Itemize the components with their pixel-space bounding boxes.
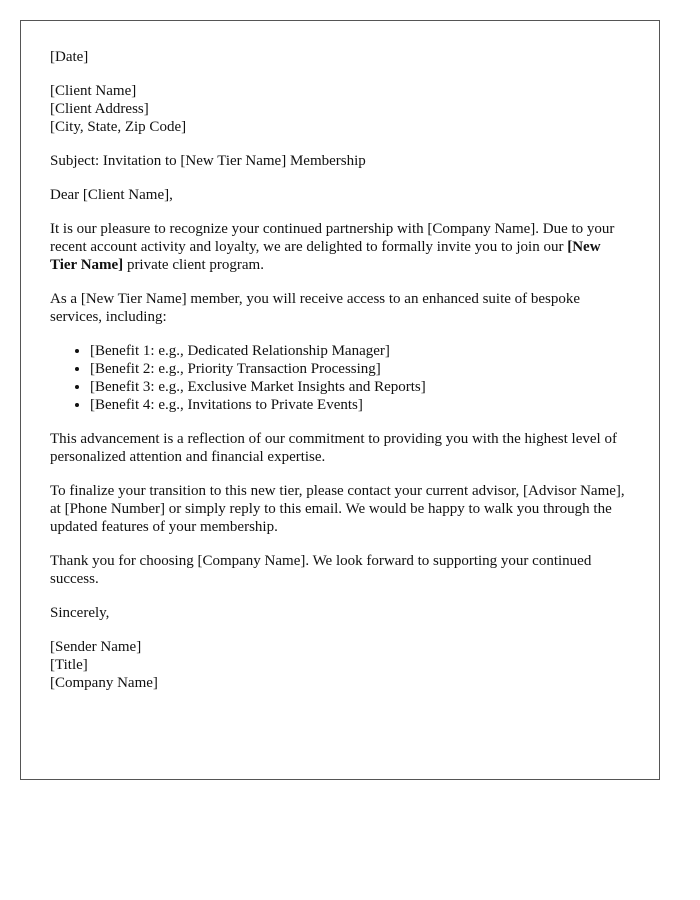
- sender-company: [Company Name]: [50, 675, 158, 691]
- sender-name: [Sender Name]: [50, 639, 142, 655]
- paragraph-1-text-end: private client program.: [123, 257, 264, 273]
- recipient-city-state-zip: [City, State, Zip Code]: [50, 119, 187, 135]
- body-paragraph-2: As a [New Tier Name] member, you will receive access to an enhanced suite of bespoke services, including:: [50, 291, 581, 325]
- body-paragraph-4: To finalize your transition to this new tier, please contact your current advisor, [Advisor Name], at [Phone Number] or simply reply to this email. We would be happy to walk you through the updated features of your membership.: [50, 483, 625, 535]
- body-paragraph-3: This advancement is a reflection of our commitment to providing you with the highest level of personalized attention and financial expertise.: [50, 431, 617, 465]
- paragraph-1-text: It is our pleasure to recognize your continued partnership with [Company Name]. Due to your recent account activity and loyalty, we are delighted to formally invite you to join our: [50, 221, 615, 255]
- letter-closing: Sincerely,: [50, 605, 110, 621]
- recipient-block: [50, 82, 630, 136]
- tier-name-bold: [New Tier Name]: [50, 239, 601, 273]
- benefits-list: [50, 342, 630, 414]
- signature-block: [50, 638, 630, 692]
- sender-title: [Title]: [50, 657, 88, 673]
- letter-date: [Date]: [50, 49, 89, 65]
- letter-salutation: Dear [Client Name],: [50, 187, 173, 203]
- benefit-item: • [Benefit 3: e.g., Exclusive Market Insights and Reports]: [90, 378, 630, 396]
- letter-subject: Subject: Invitation to [New Tier Name] Membership: [50, 153, 366, 169]
- body-paragraph-5: Thank you for choosing [Company Name]. We look forward to supporting your continued success.: [50, 553, 592, 587]
- recipient-address: [Client Address]: [50, 101, 149, 117]
- benefit-item: • [Benefit 4: e.g., Invitations to Private Events]: [90, 396, 630, 414]
- letter-container: [20, 20, 660, 780]
- recipient-name: [Client Name]: [50, 83, 137, 99]
- benefit-item: • [Benefit 2: e.g., Priority Transaction Processing]: [90, 360, 630, 378]
- benefit-item: • [Benefit 1: e.g., Dedicated Relationship Manager]: [90, 342, 630, 360]
- body-paragraph-1: [50, 220, 630, 274]
